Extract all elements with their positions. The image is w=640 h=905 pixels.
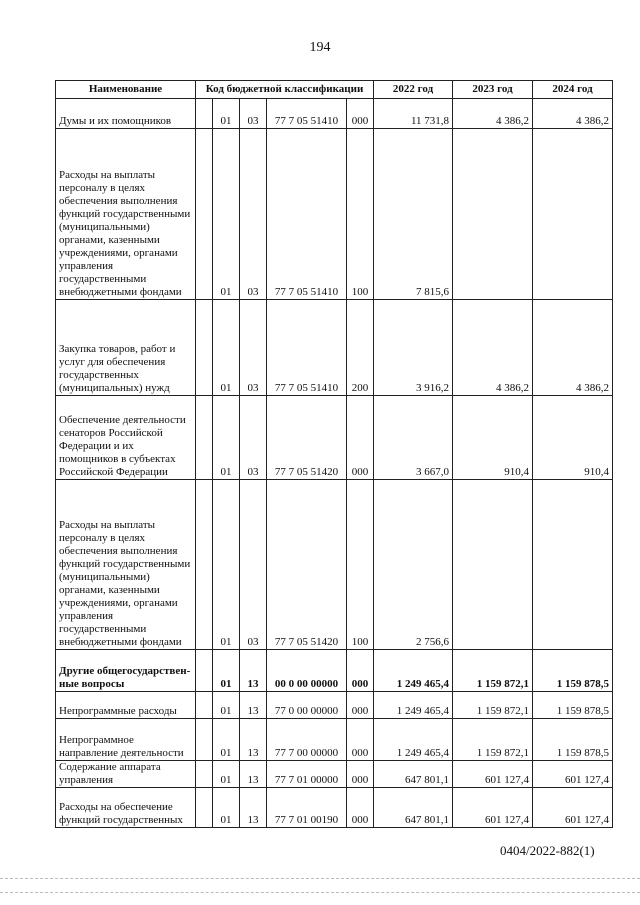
budget-table — [55, 80, 613, 828]
table-row — [56, 692, 613, 719]
amount-2024 — [533, 129, 613, 300]
table-row — [56, 99, 613, 129]
page-number: 194 — [309, 40, 331, 55]
amount-2023 — [453, 129, 533, 300]
code-expense-type: 200 — [347, 300, 374, 396]
code-target-article: 77 7 05 51410 — [267, 129, 347, 300]
code-section: 01 — [213, 480, 240, 650]
amount-2023: 4 386,2 — [453, 300, 533, 396]
table-row — [56, 719, 613, 761]
code-target-article: 77 7 00 00000 — [267, 719, 347, 761]
code-target-article: 77 7 01 00190 — [267, 788, 347, 828]
amount-2023: 1 159 872,1 — [453, 692, 533, 719]
table-row — [56, 300, 613, 396]
row-name: Содержание аппарата управления — [56, 761, 196, 788]
amount-2024: 601 127,4 — [533, 788, 613, 828]
header-code: Код бюджетной классификации — [196, 81, 374, 99]
code-expense-type: 000 — [347, 99, 374, 129]
table-row — [56, 650, 613, 692]
code-subsection: 03 — [240, 480, 267, 650]
code-expense-type: 000 — [347, 650, 374, 692]
amount-2022: 3 916,2 — [374, 300, 453, 396]
amount-2023: 910,4 — [453, 396, 533, 480]
code-marker — [196, 761, 213, 788]
code-expense-type: 000 — [347, 761, 374, 788]
code-expense-type: 000 — [347, 692, 374, 719]
code-subsection: 03 — [240, 129, 267, 300]
code-subsection: 13 — [240, 692, 267, 719]
row-name: Непрограммные расходы — [56, 692, 196, 719]
code-section: 01 — [213, 650, 240, 692]
amount-2022: 647 801,1 — [374, 788, 453, 828]
code-target-article: 77 7 05 51420 — [267, 480, 347, 650]
code-target-article: 00 0 00 00000 — [267, 650, 347, 692]
amount-2023: 4 386,2 — [453, 99, 533, 129]
code-section: 01 — [213, 788, 240, 828]
scan-edge-line — [0, 878, 640, 879]
table-header-row — [56, 81, 613, 99]
amount-2023: 601 127,4 — [453, 761, 533, 788]
amount-2024: 1 159 878,5 — [533, 719, 613, 761]
amount-2024: 1 159 878,5 — [533, 692, 613, 719]
code-marker — [196, 300, 213, 396]
code-marker — [196, 99, 213, 129]
row-name: Расходы на выплаты персоналу в целях обеспечения выполнения функций государственными (муниципальными) органами, казенными учреждениями, органами управления государственными внебюджетными фондами — [56, 480, 196, 650]
code-marker — [196, 396, 213, 480]
code-subsection: 13 — [240, 719, 267, 761]
amount-2023 — [453, 480, 533, 650]
amount-2024: 601 127,4 — [533, 761, 613, 788]
amount-2023: 601 127,4 — [453, 788, 533, 828]
amount-2022: 7 815,6 — [374, 129, 453, 300]
code-expense-type: 000 — [347, 719, 374, 761]
code-subsection: 03 — [240, 396, 267, 480]
code-marker — [196, 692, 213, 719]
code-section: 01 — [213, 396, 240, 480]
row-name: Думы и их помощников — [56, 99, 196, 129]
amount-2022: 3 667,0 — [374, 396, 453, 480]
amount-2023: 1 159 872,1 — [453, 719, 533, 761]
header-2024: 2024 год — [533, 81, 613, 99]
header-name: Наименование — [56, 81, 196, 99]
scan-edge-line — [0, 892, 640, 893]
amount-2024: 1 159 878,5 — [533, 650, 613, 692]
row-name: Закупка товаров, работ и услуг для обеспечения государственных (муниципальных) нужд — [56, 300, 196, 396]
table-row — [56, 396, 613, 480]
code-marker — [196, 719, 213, 761]
code-subsection: 03 — [240, 99, 267, 129]
row-name: Обеспечение деятельности сенаторов Российской Федерации и их помощников в субъектах Российской Федерации — [56, 396, 196, 480]
code-target-article: 77 7 01 00000 — [267, 761, 347, 788]
header-2022: 2022 год — [374, 81, 453, 99]
code-expense-type: 100 — [347, 480, 374, 650]
table-row — [56, 129, 613, 300]
table-row — [56, 788, 613, 828]
code-subsection: 03 — [240, 300, 267, 396]
code-section: 01 — [213, 300, 240, 396]
amount-2022: 1 249 465,4 — [374, 719, 453, 761]
amount-2022: 2 756,6 — [374, 480, 453, 650]
code-section: 01 — [213, 761, 240, 788]
amount-2022: 1 249 465,4 — [374, 650, 453, 692]
amount-2024: 910,4 — [533, 396, 613, 480]
amount-2022: 647 801,1 — [374, 761, 453, 788]
code-marker — [196, 480, 213, 650]
code-marker — [196, 650, 213, 692]
code-expense-type: 000 — [347, 788, 374, 828]
code-target-article: 77 7 05 51410 — [267, 300, 347, 396]
code-target-article: 77 7 05 51410 — [267, 99, 347, 129]
table-row — [56, 761, 613, 788]
code-expense-type: 000 — [347, 396, 374, 480]
code-target-article: 77 0 00 00000 — [267, 692, 347, 719]
amount-2024 — [533, 480, 613, 650]
code-section: 01 — [213, 692, 240, 719]
amount-2024: 4 386,2 — [533, 99, 613, 129]
row-name: Расходы на выплаты персоналу в целях обеспечения выполнения функций государственными (муниципальными) органами, казенными учреждениями, органами управления государственными внебюджетными фондами — [56, 129, 196, 300]
code-marker — [196, 129, 213, 300]
code-section: 01 — [213, 719, 240, 761]
code-subsection: 13 — [240, 788, 267, 828]
row-name: Расходы на обеспечение функций государственных — [56, 788, 196, 828]
row-name: Другие общегосударствен-ные вопросы — [56, 650, 196, 692]
amount-2023: 1 159 872,1 — [453, 650, 533, 692]
document-code: 0404/2022-882(1) — [500, 843, 595, 858]
row-name: Непрограммное направление деятельности — [56, 719, 196, 761]
code-subsection: 13 — [240, 650, 267, 692]
code-section: 01 — [213, 99, 240, 129]
header-2023: 2023 год — [453, 81, 533, 99]
code-subsection: 13 — [240, 761, 267, 788]
amount-2022: 11 731,8 — [374, 99, 453, 129]
code-section: 01 — [213, 129, 240, 300]
code-expense-type: 100 — [347, 129, 374, 300]
amount-2024: 4 386,2 — [533, 300, 613, 396]
amount-2022: 1 249 465,4 — [374, 692, 453, 719]
table-row — [56, 480, 613, 650]
code-marker — [196, 788, 213, 828]
code-target-article: 77 7 05 51420 — [267, 396, 347, 480]
